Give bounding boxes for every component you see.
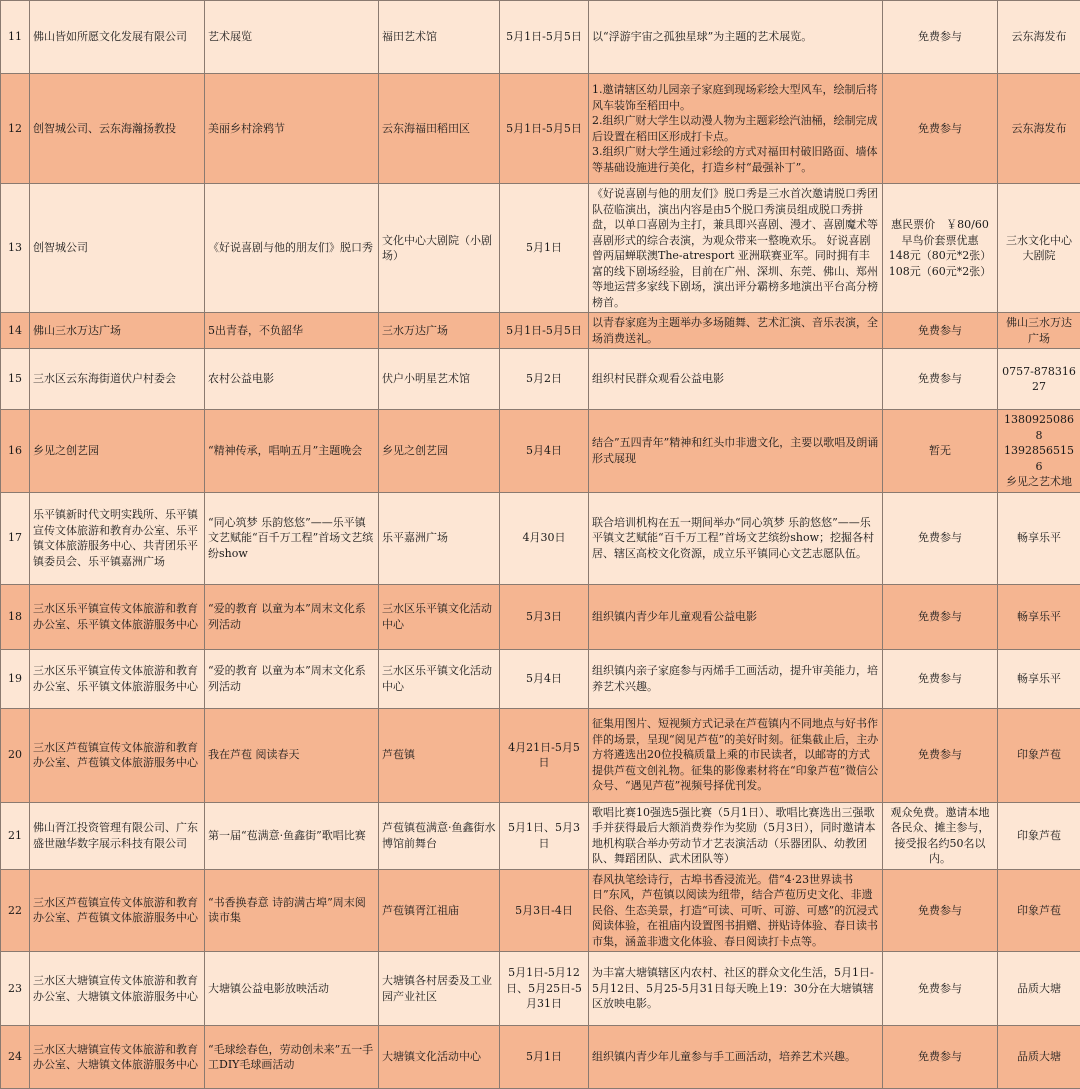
date-cell: 5月1日: [500, 184, 589, 313]
table-row: [1, 349, 1080, 410]
location-cell: 芦苞镇胥江祖庙: [379, 869, 500, 952]
fee-cell: 免费参与: [883, 74, 998, 184]
date-cell: 5月1日、5月3日: [500, 802, 589, 869]
organizer-cell: 佛山皆如所愿文化发展有限公司: [30, 1, 205, 74]
table-row: [1, 952, 1080, 1026]
location-cell: 大塘镇文化活动中心: [379, 1026, 500, 1089]
organizer-cell: 三水区芦苞镇宣传文体旅游和教育办公室、芦苞镇文体旅游服务中心: [30, 708, 205, 802]
table-row: [1, 584, 1080, 649]
table-row: [1, 802, 1080, 869]
activity-name-cell: “书香换春意 诗韵满古埠”周末阅读市集: [205, 869, 379, 952]
location-cell: 三水万达广场: [379, 313, 500, 349]
location-cell: 大塘镇各村居委及工业园产业社区: [379, 952, 500, 1026]
channel-cell: 三水文化中心大剧院: [998, 184, 1080, 313]
row-number: 13: [1, 184, 30, 313]
channel-cell: 品质大塘: [998, 1026, 1080, 1089]
organizer-cell: 三水区云东海街道伏户村委会: [30, 349, 205, 410]
description-cell: 为丰富大塘镇辖区内农村、社区的群众文化生活，5月1日-5月12日、5月25-5月31日每天晚上19：30分在大塘镇辖区放映电影。: [589, 952, 883, 1026]
date-cell: 5月1日-5月12日、5月25日-5月31日: [500, 952, 589, 1026]
date-cell: 5月3日: [500, 584, 589, 649]
activity-name-cell: 大塘镇公益电影放映活动: [205, 952, 379, 1026]
fee-cell: 免费参与: [883, 349, 998, 410]
date-cell: 5月1日-5月5日: [500, 74, 589, 184]
row-number: 17: [1, 492, 30, 584]
activity-name-cell: “同心筑梦 乐韵悠悠”——乐平镇文艺赋能“百千万工程”首场文艺缤纷show: [205, 492, 379, 584]
organizer-cell: 三水区乐平镇宣传文体旅游和教育办公室、乐平镇文体旅游服务中心: [30, 649, 205, 708]
date-cell: 5月3日-4日: [500, 869, 589, 952]
channel-cell: 印象芦苞: [998, 802, 1080, 869]
activity-name-cell: 第一届“苞满意·鱼鑫街”歌唱比赛: [205, 802, 379, 869]
activity-name-cell: 美丽乡村涂鸦节: [205, 74, 379, 184]
activity-name-cell: “爱的教育 以童为本”周末文化系列活动: [205, 584, 379, 649]
location-cell: 芦苞镇: [379, 708, 500, 802]
activity-name-cell: “爱的教育 以童为本”周末文化系列活动: [205, 649, 379, 708]
row-number: 24: [1, 1026, 30, 1089]
table-row: [1, 313, 1080, 349]
description-cell: 以“浮游宇宙之孤独星球”为主题的艺术展览。: [589, 1, 883, 74]
activity-name-cell: 《好说喜剧与他的朋友们》脱口秀: [205, 184, 379, 313]
fee-cell: 免费参与: [883, 313, 998, 349]
date-cell: 5月4日: [500, 649, 589, 708]
activity-name-cell: 艺术展览: [205, 1, 379, 74]
activity-name-cell: “精神传承，唱响五月”主题晚会: [205, 410, 379, 493]
row-number: 15: [1, 349, 30, 410]
description-cell: 联合培训机构在五一期间举办“同心筑梦 乐韵悠悠”——乐平镇文艺赋能“百千万工程”首场文艺缤纷show；挖掘各村居、辖区高校文化资源，成立乐平镇同心文艺志愿队伍。: [589, 492, 883, 584]
channel-cell: 畅享乐平: [998, 649, 1080, 708]
fee-cell: 免费参与: [883, 649, 998, 708]
fee-cell: 免费参与: [883, 1026, 998, 1089]
row-number: 22: [1, 869, 30, 952]
location-cell: 乡见之创艺园: [379, 410, 500, 493]
activity-name-cell: 5出青春，不负韶华: [205, 313, 379, 349]
description-cell: 征集用图片、短视频方式记录在芦苞镇内不同地点与好书作伴的场景，呈现“阅见芦苞”的美好时刻。征集截止后，主办方将遴选出20位投稿质量上乘的市民读者，以邮寄的方式提供芦苞文创礼物。征集的影像素材将在“印象芦苞”微信公众号、“遇见芦苞”视频号择优刊发。: [589, 708, 883, 802]
channel-cell: 佛山三水万达广场: [998, 313, 1080, 349]
location-cell: 三水区乐平镇文化活动中心: [379, 649, 500, 708]
table-row: [1, 1, 1080, 74]
activity-name-cell: 我在芦苞 阅读春天: [205, 708, 379, 802]
channel-cell: 畅享乐平: [998, 492, 1080, 584]
channel-cell: 品质大塘: [998, 952, 1080, 1026]
date-cell: 5月1日-5月5日: [500, 1, 589, 74]
table-row: [1, 492, 1080, 584]
location-cell: 乐平嘉洲广场: [379, 492, 500, 584]
location-cell: 芦苞镇苞满意·鱼鑫街水博馆前舞台: [379, 802, 500, 869]
organizer-cell: 创智城公司、云东海瀚扬教投: [30, 74, 205, 184]
table-row: [1, 1026, 1080, 1089]
description-cell: 《好说喜剧与他的朋友们》脱口秀是三水首次邀请脱口秀团队莅临演出，演出内容是由5个脱口秀演员组成脱口秀拼盘，以单口喜剧为主打，兼具即兴喜剧、漫才、喜剧魔术等喜剧形式的综合表演，为观众带来一整晚欢乐。 好说喜剧曾两届蝉联澳The-atresport 亚洲联赛亚军。同时拥有丰富的线下剧场经验，目前在广州、深圳、东莞、佛山、郑州等地运营多家线下剧场，演出评分霸榜多地演出平台高分榜榜首。: [589, 184, 883, 313]
date-cell: 5月2日: [500, 349, 589, 410]
description-cell: 春风执笔绘诗行，古埠书香浸流光。借“4·23世界读书日”东风，芦苞镇以阅读为纽带，结合芦苞历史文化、非遗民俗、生态美景，打造“可读、可听、可游、可感”的沉浸式阅读体验，在祖庙内设置图书捐赠、拼贴诗体验、春日读书市集，涵盖非遗文化体验、春日阅读打卡点等。: [589, 869, 883, 952]
row-number: 21: [1, 802, 30, 869]
description-cell: 结合”五四青年”精神和红头巾非遗文化，主要以歌唱及朗诵形式展现: [589, 410, 883, 493]
row-number: 16: [1, 410, 30, 493]
organizer-cell: 乡见之创艺园: [30, 410, 205, 493]
table-row: [1, 708, 1080, 802]
fee-cell: 免费参与: [883, 708, 998, 802]
row-number: 20: [1, 708, 30, 802]
fee-cell: 免费参与: [883, 492, 998, 584]
description-cell: 1.邀请辖区幼儿园亲子家庭到现场彩绘大型风车，绘制后将风车装饰至稻田中。 2.组织广财大学生以动漫人物为主题彩绘汽油桶，绘制完成后设置在稻田区形成打卡点。 3.组织广财大学生通过彩绘的方式对福田村破旧路面、墙体等基础设施进行美化，打造乡村“最强补丁”。: [589, 74, 883, 184]
activity-name-cell: 农村公益电影: [205, 349, 379, 410]
row-number: 14: [1, 313, 30, 349]
channel-cell: 云东海发布: [998, 74, 1080, 184]
row-number: 12: [1, 74, 30, 184]
table-row: [1, 410, 1080, 493]
channel-cell: 印象芦苞: [998, 708, 1080, 802]
location-cell: 福田艺术馆: [379, 1, 500, 74]
date-cell: 4月21日-5月5日: [500, 708, 589, 802]
date-cell: 5月1日-5月5日: [500, 313, 589, 349]
organizer-cell: 乐平镇新时代文明实践所、乐平镇宣传文体旅游和教育办公室、乐平镇文体旅游服务中心、共青团乐平镇委员会、乐平镇嘉洲广场: [30, 492, 205, 584]
fee-cell: 惠民票价 ￥80/60 早鸟价套票优惠 148元（80元*2张） 108元（60元*2张）: [883, 184, 998, 313]
description-cell: 以青春家庭为主题举办多场随舞、艺术汇演、音乐表演，全场消费送礼。: [589, 313, 883, 349]
fee-cell: 免费参与: [883, 584, 998, 649]
channel-cell: 13809250868 13928565156 乡见之艺术地: [998, 410, 1080, 493]
channel-cell: 云东海发布: [998, 1, 1080, 74]
fee-cell: 观众免费。邀请本地各民众、摊主参与，接受报名约50名以内。: [883, 802, 998, 869]
location-cell: 文化中心大剧院（小剧场）: [379, 184, 500, 313]
location-cell: 云东海福田稻田区: [379, 74, 500, 184]
fee-cell: 免费参与: [883, 1, 998, 74]
table-row: [1, 74, 1080, 184]
table-row: [1, 649, 1080, 708]
description-cell: 歌唱比赛10强选5强比赛（5月1日）、歌唱比赛选出三强歌手并获得最后大额消费券作为奖励（5月3日），同时邀请本地机构联合举办劳动节才艺表演活动（乐器团队、幼教团队、舞蹈团队、武术团队等）: [589, 802, 883, 869]
organizer-cell: 创智城公司: [30, 184, 205, 313]
row-number: 19: [1, 649, 30, 708]
organizer-cell: 三水区芦苞镇宣传文体旅游和教育办公室、芦苞镇文体旅游服务中心: [30, 869, 205, 952]
events-table-body: [1, 1, 1080, 1089]
fee-cell: 免费参与: [883, 952, 998, 1026]
row-number: 18: [1, 584, 30, 649]
organizer-cell: 佛山三水万达广场: [30, 313, 205, 349]
location-cell: 伏户小明星艺术馆: [379, 349, 500, 410]
channel-cell: 印象芦苞: [998, 869, 1080, 952]
row-number: 11: [1, 1, 30, 74]
fee-cell: 免费参与: [883, 869, 998, 952]
fee-cell: 暂无: [883, 410, 998, 493]
location-cell: 三水区乐平镇文化活动中心: [379, 584, 500, 649]
organizer-cell: 三水区乐平镇宣传文体旅游和教育办公室、乐平镇文体旅游服务中心: [30, 584, 205, 649]
organizer-cell: 三水区大塘镇宣传文体旅游和教育办公室、大塘镇文体旅游服务中心: [30, 1026, 205, 1089]
organizer-cell: 佛山胥江投资管理有限公司、广东盛世融华数字展示科技有限公司: [30, 802, 205, 869]
channel-cell: 畅享乐平: [998, 584, 1080, 649]
date-cell: 5月1日: [500, 1026, 589, 1089]
row-number: 23: [1, 952, 30, 1026]
description-cell: 组织镇内亲子家庭参与丙烯手工画活动，提升审美能力，培养艺术兴趣。: [589, 649, 883, 708]
table-row: [1, 869, 1080, 952]
description-cell: 组织镇内青少年儿童参与手工画活动，培养艺术兴趣。: [589, 1026, 883, 1089]
date-cell: 4月30日: [500, 492, 589, 584]
date-cell: 5月4日: [500, 410, 589, 493]
table-row: [1, 184, 1080, 313]
description-cell: 组织村民群众观看公益电影: [589, 349, 883, 410]
description-cell: 组织镇内青少年儿童观看公益电影: [589, 584, 883, 649]
organizer-cell: 三水区大塘镇宣传文体旅游和教育办公室、大塘镇文体旅游服务中心: [30, 952, 205, 1026]
activity-name-cell: “毛球绘春色，劳动创未来”五一手工DIY毛球画活动: [205, 1026, 379, 1089]
channel-cell: 0757-87831627: [998, 349, 1080, 410]
